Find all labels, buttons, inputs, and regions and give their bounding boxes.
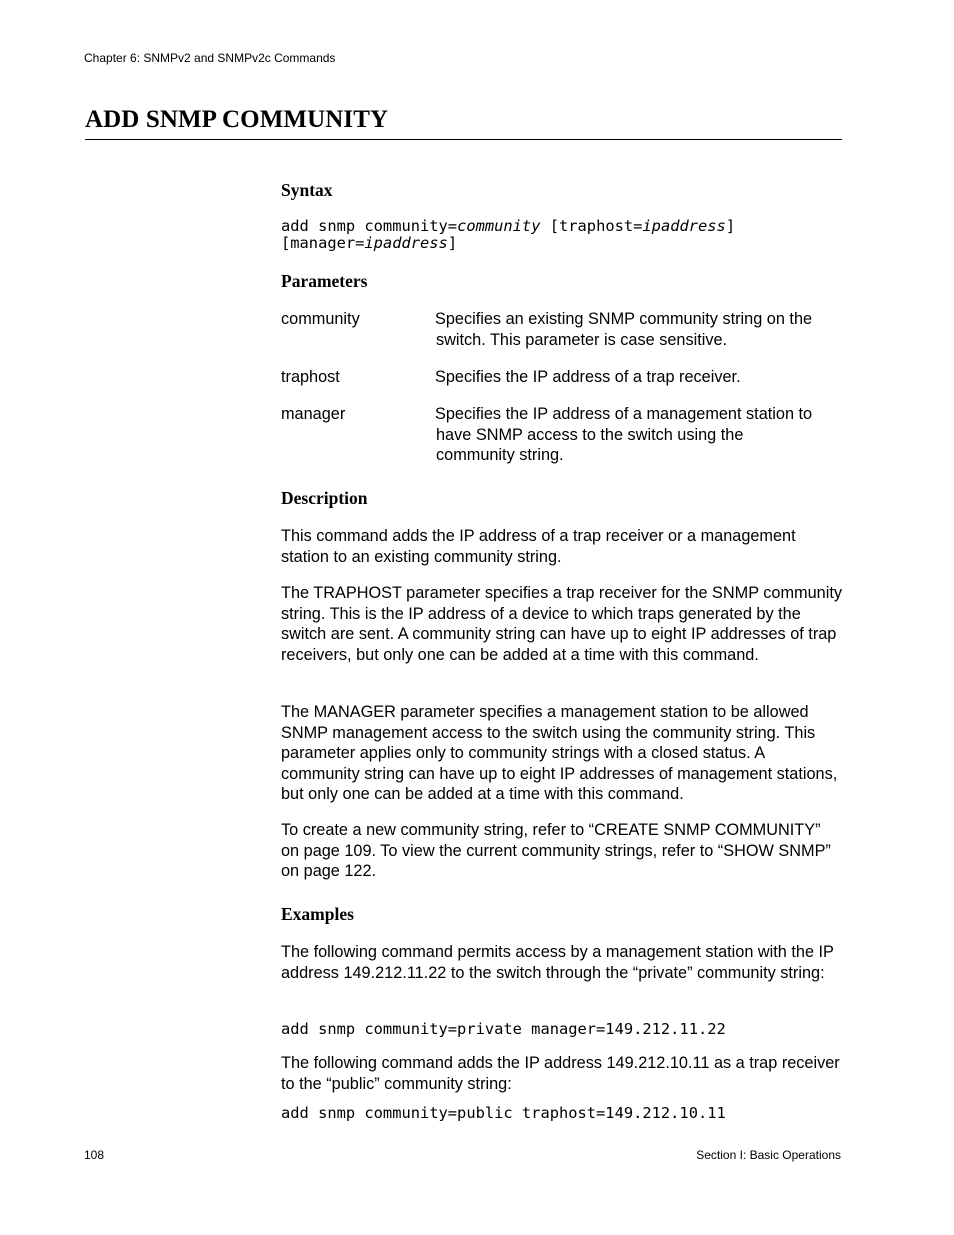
- param-desc-line: community string.: [436, 446, 564, 464]
- description-paragraph: The MANAGER parameter specifies a management station to be allowed SNMP management access to the switch using the community string. This parameter applies only to community strings with a closed status. A community string can have up to eight IP addresses of management stations, but only one can be added at a time with this command.: [281, 703, 838, 803]
- page-title: ADD SNMP COMMUNITY: [85, 106, 389, 133]
- param-name-traphost: traphost: [281, 368, 340, 386]
- page-number: 108: [84, 1148, 105, 1162]
- syntax-heading: Syntax: [281, 180, 333, 200]
- example-code: add snmp community=private manager=149.212.11.22: [281, 1020, 726, 1038]
- examples-heading: Examples: [281, 904, 354, 924]
- param-desc-line: have SNMP access to the switch using the: [436, 425, 744, 444]
- syntax-command: add snmp community=: [281, 217, 458, 235]
- syntax-mid: [traphost=: [540, 217, 643, 235]
- param-desc-manager: [435, 404, 840, 466]
- param-desc-community: [435, 309, 840, 350]
- syntax-end: ]: [725, 217, 736, 235]
- description-paragraph: To create a new community string, refer to “CREATE SNMP COMMUNITY” on page 109. To view the current community strings, refer to “SHOW SNMP” on page 122.: [281, 821, 831, 880]
- syntax-line-2: [281, 235, 457, 252]
- param-desc-line: Specifies the IP address of a trap receiver.: [435, 368, 741, 386]
- param-name-manager: manager: [281, 405, 346, 423]
- param-desc-line: Specifies an existing SNMP community string on the: [435, 310, 813, 328]
- syntax-manager: [manager=: [281, 234, 365, 252]
- example-code: add snmp community=public traphost=149.212.10.11: [281, 1104, 726, 1122]
- description-paragraph: The TRAPHOST parameter specifies a trap receiver for the SNMP community string. This is the IP address of a device to which traps generated by the switch are sent. A community string can have up to eight IP addresses of trap receivers, but only one can be added at a time with this command.: [281, 584, 843, 664]
- example-intro: The following command adds the IP address 149.212.10.11 as a trap receiver to the “public” community string:: [281, 1054, 840, 1093]
- footer-section: Section I: Basic Operations: [696, 1148, 841, 1162]
- description-paragraph: This command adds the IP address of a trap receiver or a management station to an existing community string.: [281, 527, 796, 566]
- syntax-line-1: [281, 218, 735, 235]
- syntax-end-2: ]: [447, 234, 458, 252]
- syntax-arg-community: community: [457, 217, 541, 235]
- param-name-community: community: [281, 310, 360, 328]
- title-rule: [85, 139, 842, 140]
- syntax-arg-ipaddress: ipaddress: [642, 217, 726, 235]
- param-desc-traphost: [435, 367, 840, 388]
- example-intro: The following command permits access by a management station with the IP address 149.212.11.22 to the switch through the “private” community string:: [281, 943, 834, 982]
- param-desc-line: Specifies the IP address of a management station to: [435, 405, 813, 423]
- description-heading: Description: [281, 488, 368, 508]
- parameters-heading: Parameters: [281, 271, 368, 291]
- param-desc-line: switch. This parameter is case sensitive.: [436, 330, 728, 349]
- syntax-arg-manager-ipaddress: ipaddress: [364, 234, 448, 252]
- running-header: Chapter 6: SNMPv2 and SNMPv2c Commands: [84, 51, 336, 65]
